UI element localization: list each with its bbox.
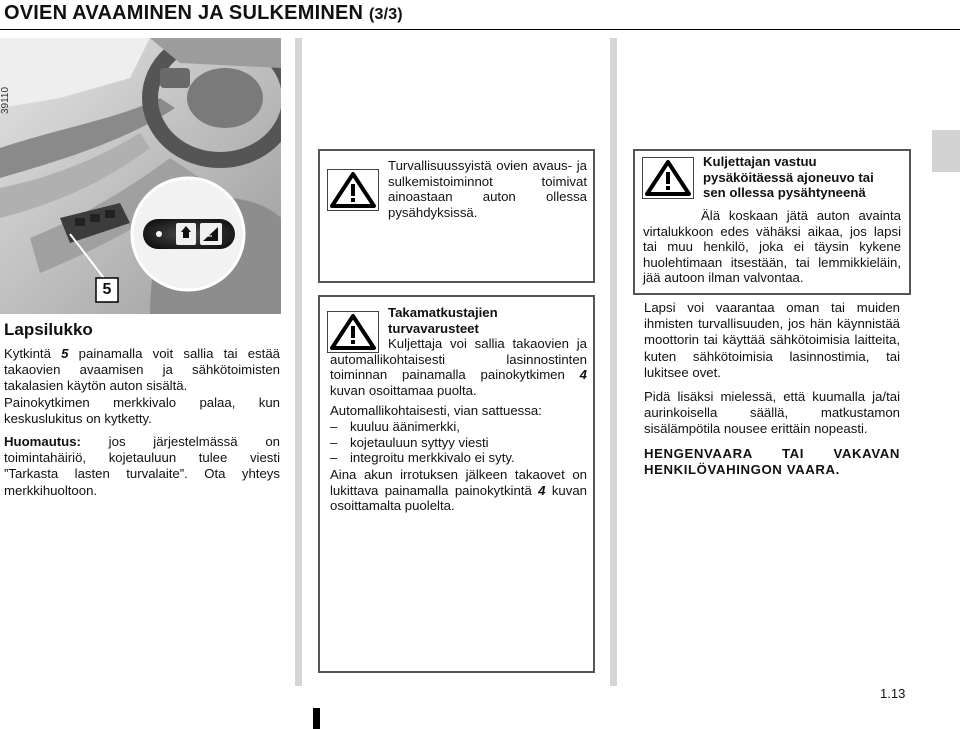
warning-box-3 [633,149,911,295]
column-3-paragraph-2: Pidä lisäksi mielessä, että kuumalla ja/tai aurinkoisella säällä, matkustamon sisälämpötila nousee erittäin nopeasti. [644,389,900,437]
list-item: – kuuluu äänimerkki, [330,419,460,434]
warning-box-2 [318,295,595,673]
door-panel-illustration [0,38,281,314]
warning-box-3-title-line-2: pysäköitäessä ajoneuvo tai [703,169,874,185]
list-item: – kojetauluun syttyy viesti [330,434,489,450]
column-separator-2 [610,38,617,686]
warning-box-2-title-line-2: turvavarusteet [388,320,479,336]
warning-box-2-paragraph-2: Automallikohtaisesti, vian sattuessa: [330,403,542,418]
warning-icon [642,157,694,199]
column-3-paragraph-1: Lapsi voi vaarantaa oman tai muiden ihmisten turvallisuuden, jos hän käynnistää moottorin tai käyttää sähkötoimisia laitteita, kuten sähkötoimisia lasinnostimia, tai lukitsee ovet. [644,300,900,380]
image-code [0,82,20,122]
warning-box-2-paragraph-3: Aina akun irrotuksen jälkeen takaovet on lukittava painamalla painokytkintä 4 kuvan osoittamalta puolelta. [330,467,588,514]
warning-icon [327,169,379,211]
page-title-text: OVIEN AVAAMINEN JA SULKEMINEN [4,2,364,24]
callout-number-5: 5 [102,281,112,298]
column-3-danger-notice: HENGENVAARA TAI VAKAVAN HENKILÖVAHINGON VAARA. [644,445,900,477]
lapsilukko-note: Huomautus: jos järjestelmässä on toimintahäiriö, kojetauluun tulee viesti ”Tarkasta lasten turvalaite”. Ota yhteys merkkihuoltoon. [4,434,280,498]
warning-box-2-title [388,305,587,336]
title-rule [0,29,960,30]
lapsilukko-paragraph-2: Painokytkimen merkkivalo palaa, kun keskuslukitus on kytketty. [4,394,280,426]
warning-box-3-title-line-1: Kuljettajan vastuu [703,154,817,169]
warning-box-1-text: Turvallisuussyistä ovien avaus- ja sulkemistoiminnot toimivat ainoastaan auton ollessa pysähdyksissä. [388,158,587,220]
warning-box-2-paragraph-1: Kuljettaja voi sallia takaovien ja automallikohtaisesti lasinnostinten toiminnan painamalla painokytkimen 4 kuvan osoittamaa puolta. [330,336,587,398]
page-title [4,2,403,25]
column-separator-1 [295,38,302,686]
lapsilukko-paragraph-1: Kytkintä 5 painamalla voit sallia tai estää takaovien avaamisen ja sähkötoimisten takalasien käytön auton sisältä. [4,346,280,394]
warning-box-3-title [703,154,903,201]
door-panel-drawing [0,38,281,314]
image-code-text: 39110 [0,86,12,115]
page-title-suffix: (3/3) [368,6,403,23]
section-heading-lapsilukko: Lapsilukko [4,320,93,339]
page-number: 1.13 [880,686,906,701]
bottom-margin-mark [313,708,320,729]
warning-box-2-list [330,419,587,466]
warning-box-3-text: Älä koskaan jätä auton avainta virtalukkoon edes vähäksi aikaa, jos lapsi tai muu henkilö, joka ei täysin kykene huolehtimaan itsestään, tai lemmikkieläin, jää autoon ilman valvontaa. [643,208,901,286]
chapter-side-tab [932,130,960,172]
warning-box-1 [318,149,595,283]
warning-box-2-title-line-1: Takamatkustajien [388,305,498,320]
warning-box-3-title-line-3: sen ollessa pysähtyneenä [703,185,866,201]
list-item: – integroitu merkkivalo ei syty. [330,450,515,466]
column-1-text [4,346,280,499]
column-3-text [644,300,900,478]
